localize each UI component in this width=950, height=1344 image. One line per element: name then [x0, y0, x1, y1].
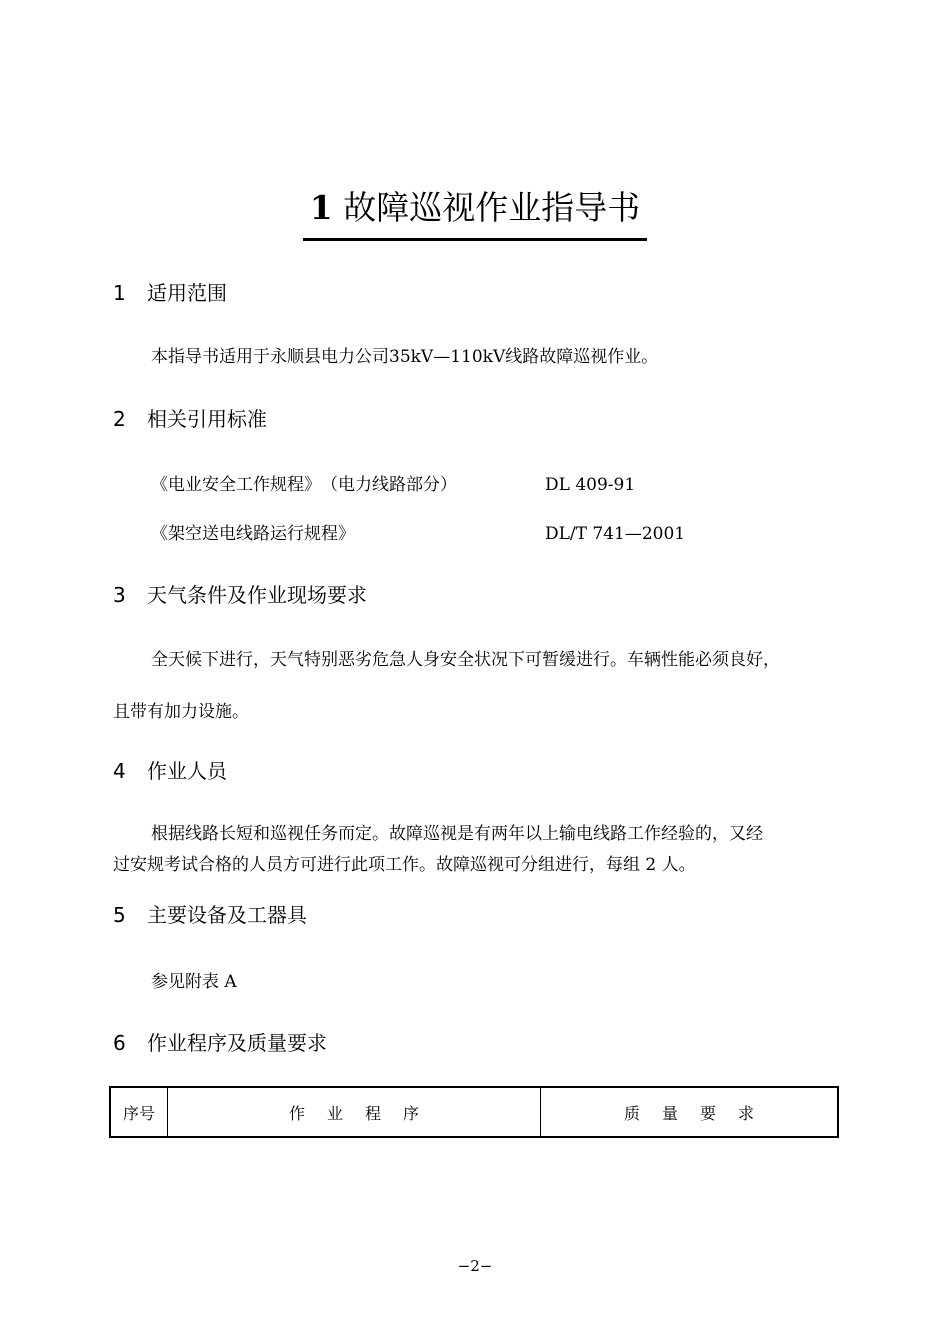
- reference-code: DL 409-91: [545, 475, 636, 495]
- section-number: 1: [113, 281, 126, 305]
- section-heading-4: [113, 758, 227, 784]
- header-cell-procedure: 作业程序: [168, 1087, 541, 1137]
- section-heading-6: [113, 1030, 327, 1056]
- section-number: 4: [113, 759, 126, 783]
- reference-name: 《电业安全工作规程》 （电力线路部分）: [151, 475, 457, 495]
- section-heading-1: [113, 280, 227, 306]
- equipment-paragraph: 参见附表 A: [151, 972, 237, 992]
- reference-code: DL/T 741—2001: [545, 524, 686, 544]
- title-text: 故障巡视作业指导书: [343, 188, 641, 227]
- section-heading-2: [113, 406, 267, 432]
- section-heading-5: [113, 902, 307, 928]
- page-title: [0, 186, 950, 230]
- header-cell-quality: 质量要求: [541, 1087, 839, 1137]
- section-title: 相关引用标准: [147, 407, 267, 431]
- personnel-paragraph-line-1: 根据线路长短和巡视任务而定。故障巡视是有两年以上输电线路工作经验的，又经: [151, 824, 763, 844]
- section-title: 主要设备及工器具: [147, 903, 307, 927]
- personnel-paragraph-line-2: 过安规考试合格的人员方可进行此项工作。故障巡视可分组进行，每组 2 人。: [113, 855, 696, 875]
- section-number: 2: [113, 407, 126, 431]
- section-number: 6: [113, 1031, 126, 1055]
- section-heading-3: [113, 582, 367, 608]
- table-header-row: [110, 1087, 838, 1137]
- weather-paragraph-line-1: 全天候下进行，天气特别恶劣危急人身安全状况下可暂缓进行。车辆性能必须良好，: [151, 650, 780, 670]
- page-number: −2−: [457, 1257, 493, 1275]
- weather-paragraph-line-2: 且带有加力设施。: [113, 702, 249, 722]
- section-title: 适用范围: [147, 281, 227, 305]
- section-number: 3: [113, 583, 126, 607]
- header-cell-index: 序号: [110, 1087, 168, 1137]
- section-title: 作业人员: [147, 759, 227, 783]
- section-number: 5: [113, 903, 126, 927]
- title-underline: [303, 238, 647, 241]
- scope-paragraph: 本指导书适用于永顺县电力公司35kV—110kV线路故障巡视作业。: [151, 347, 659, 367]
- procedure-table: [109, 1086, 839, 1138]
- section-title: 作业程序及质量要求: [147, 1031, 327, 1055]
- section-title: 天气条件及作业现场要求: [147, 583, 367, 607]
- reference-name: 《架空送电线路运行规程》: [151, 524, 355, 544]
- title-number: 1: [309, 188, 333, 227]
